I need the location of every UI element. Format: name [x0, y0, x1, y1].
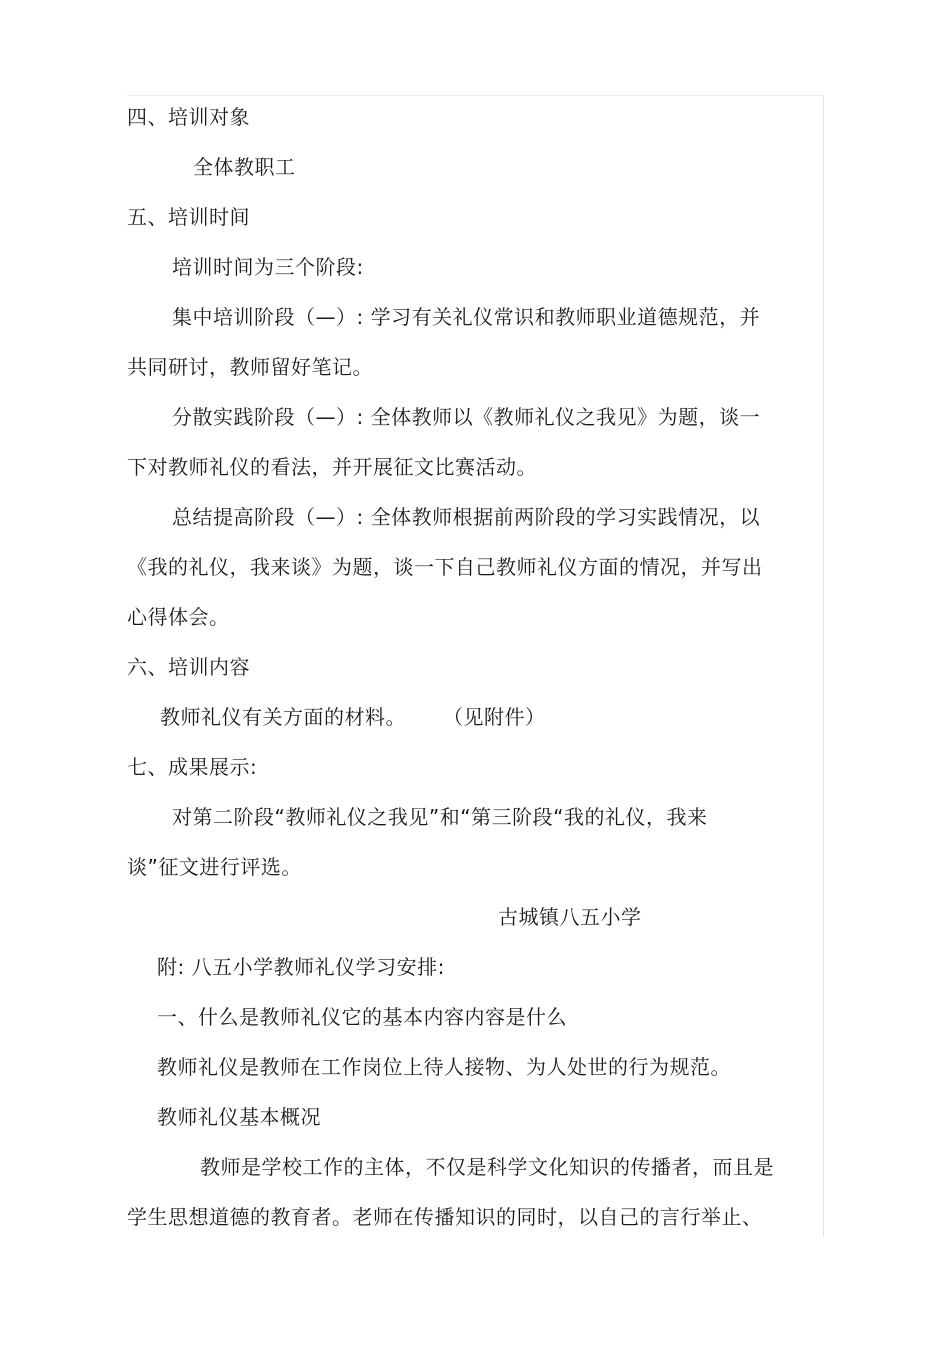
paragraph-line: 集中培训阶段（—）: 学习有关礼仪常识和教师职业道德规范，并	[172, 305, 761, 329]
paragraph-line: 心得体会。	[127, 605, 230, 629]
paragraph-line: 学生思想道德的教育者。老师在传播知识的同时，以自己的言行举止、	[127, 1205, 763, 1229]
paragraph-line: 下对教师礼仪的看法，并开展征文比赛活动。	[127, 455, 537, 479]
paragraph-line: 教师礼仪有关方面的材料。	[160, 705, 406, 729]
paragraph-line: 全体教职工	[193, 155, 296, 179]
section-heading-training-audience: 四、培训对象	[127, 105, 250, 129]
appendix-question-heading: 一、什么是教师礼仪它的基本内容内容是什么	[157, 1005, 567, 1029]
section-heading-training-time: 五、培训时间	[127, 205, 250, 229]
signature-school-name: 古城镇八五小学	[498, 905, 642, 929]
paragraph-line: 谈”征文进行评选。	[127, 855, 302, 879]
section-heading-results: 七、成果展示:	[127, 755, 258, 779]
attachment-note: （见附件）	[443, 705, 546, 729]
page-frame-top	[127, 95, 823, 96]
paragraph-line: 培训时间为三个阶段:	[172, 255, 364, 279]
paragraph-line: 分散实践阶段（—）: 全体教师以《教师礼仪之我见》为题，谈一	[172, 405, 761, 429]
paragraph-line: 教师是学校工作的主体，不仅是科学文化知识的传播者，而且是	[200, 1155, 774, 1179]
subheading-overview: 教师礼仪基本概况	[157, 1105, 321, 1129]
paragraph-line: 共同研讨，教师留好笔记。	[127, 355, 373, 379]
page-frame-right	[823, 95, 824, 1237]
appendix-heading: 附: 八五小学教师礼仪学习安排:	[157, 955, 445, 979]
paragraph-line: 教师礼仪是教师在工作岗位上待人接物、为人处世的行为规范。	[157, 1055, 731, 1079]
paragraph-line: 对第二阶段“教师礼仪之我见”和“第三阶段“我的礼仪，我来	[172, 805, 708, 829]
paragraph-line: 《我的礼仪，我来谈》为题，谈一下自己教师礼仪方面的情况，并写出	[127, 555, 763, 579]
paragraph-line: 总结提高阶段（—）: 全体教师根据前两阶段的学习实践情况，以	[172, 505, 761, 529]
section-heading-training-content: 六、培训内容	[127, 655, 250, 679]
